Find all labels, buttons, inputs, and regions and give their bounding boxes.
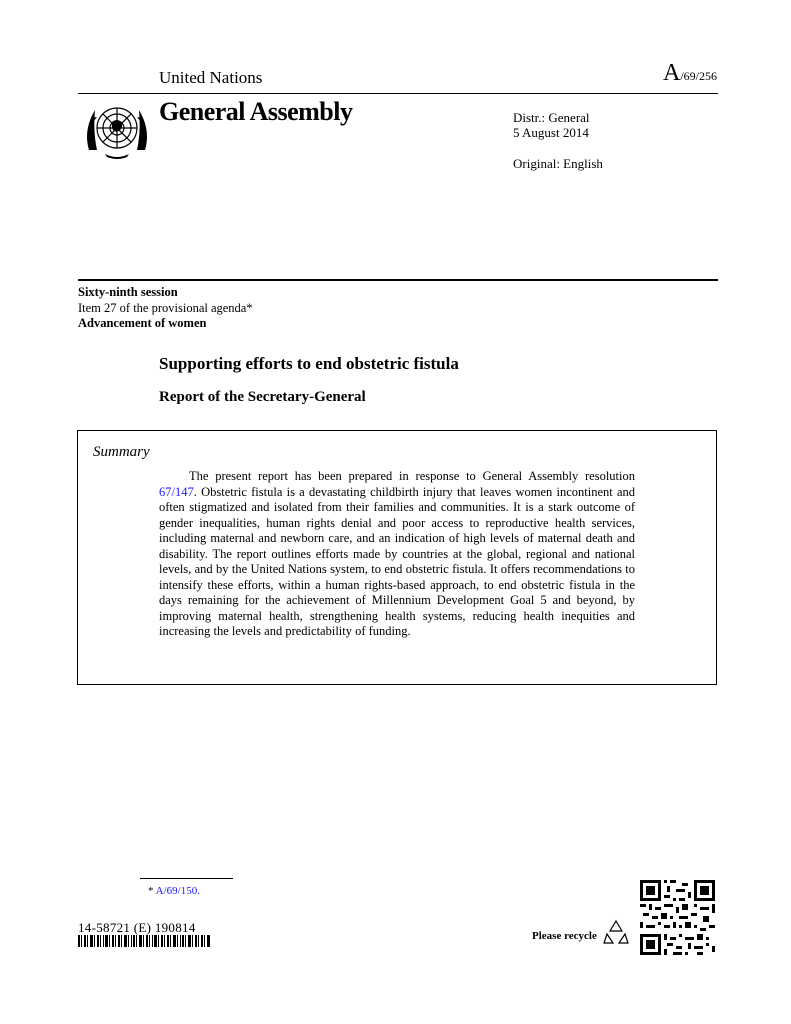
organization-name: United Nations: [159, 68, 263, 87]
distribution-type: Distr.: General: [513, 110, 590, 125]
header-rule: [78, 93, 718, 94]
footnote: [148, 885, 200, 897]
agenda-topic: Advancement of women: [78, 316, 207, 330]
agenda-item: Item 27 of the provisional agenda*: [78, 300, 253, 315]
summary-text-body: . Obstetric fistula is a devastating childbirth injury that leaves women incontinent and often stigmatized and isolated from their families and communities. It is a stark outcome of gender inequalities, human rights denial and poor access to reproductive health services, including maternal and newborn care, and an indication of high levels of maternal death and disability. The report outlines efforts made by countries at the global, regional and national levels, and by the United Nations system, to end obstetric fistula. It offers recommendations to intensify these efforts, within a human rights-based approach, to end obstetric fistula in the days remaining for the achievement of Millennium Development Goal 5 and beyond, by improving maternal health, strengthening health systems, reducing health inequities and increasing the levels and predictability of funding.: [159, 484, 635, 638]
summary-text-intro: The present report has been prepared in response to General Assembly resolution: [189, 469, 635, 483]
general-assembly-title: General Assembly: [159, 97, 353, 126]
un-emblem-icon: [79, 98, 155, 162]
distribution-info: [513, 110, 590, 140]
summary-text: [159, 469, 635, 640]
barcode-icon: [78, 935, 210, 947]
document-date: 5 August 2014: [513, 125, 589, 140]
session-rule: [78, 279, 718, 281]
session-block: [78, 285, 253, 332]
symbol-number: /69/256: [680, 69, 717, 83]
summary-heading: Summary: [93, 444, 150, 460]
document-number: 14-58721 (E) 190814: [78, 920, 196, 935]
recycle-label: Please recycle: [532, 930, 597, 942]
document-symbol: [663, 60, 717, 87]
document-subtitle: Report of the Secretary-General: [159, 389, 366, 405]
original-language: Original: English: [513, 156, 603, 171]
qr-code-icon: [640, 880, 715, 955]
footnote-marker: *: [148, 885, 154, 897]
recycle-icon: [602, 918, 630, 946]
footnote-rule: [140, 878, 233, 879]
resolution-link[interactable]: 67/147: [159, 484, 194, 499]
footnote-link[interactable]: A/69/150.: [155, 885, 200, 897]
document-title: Supporting efforts to end obstetric fistula: [159, 354, 459, 373]
session-name: Sixty-ninth session: [78, 285, 178, 299]
symbol-letter: A: [662, 60, 681, 86]
